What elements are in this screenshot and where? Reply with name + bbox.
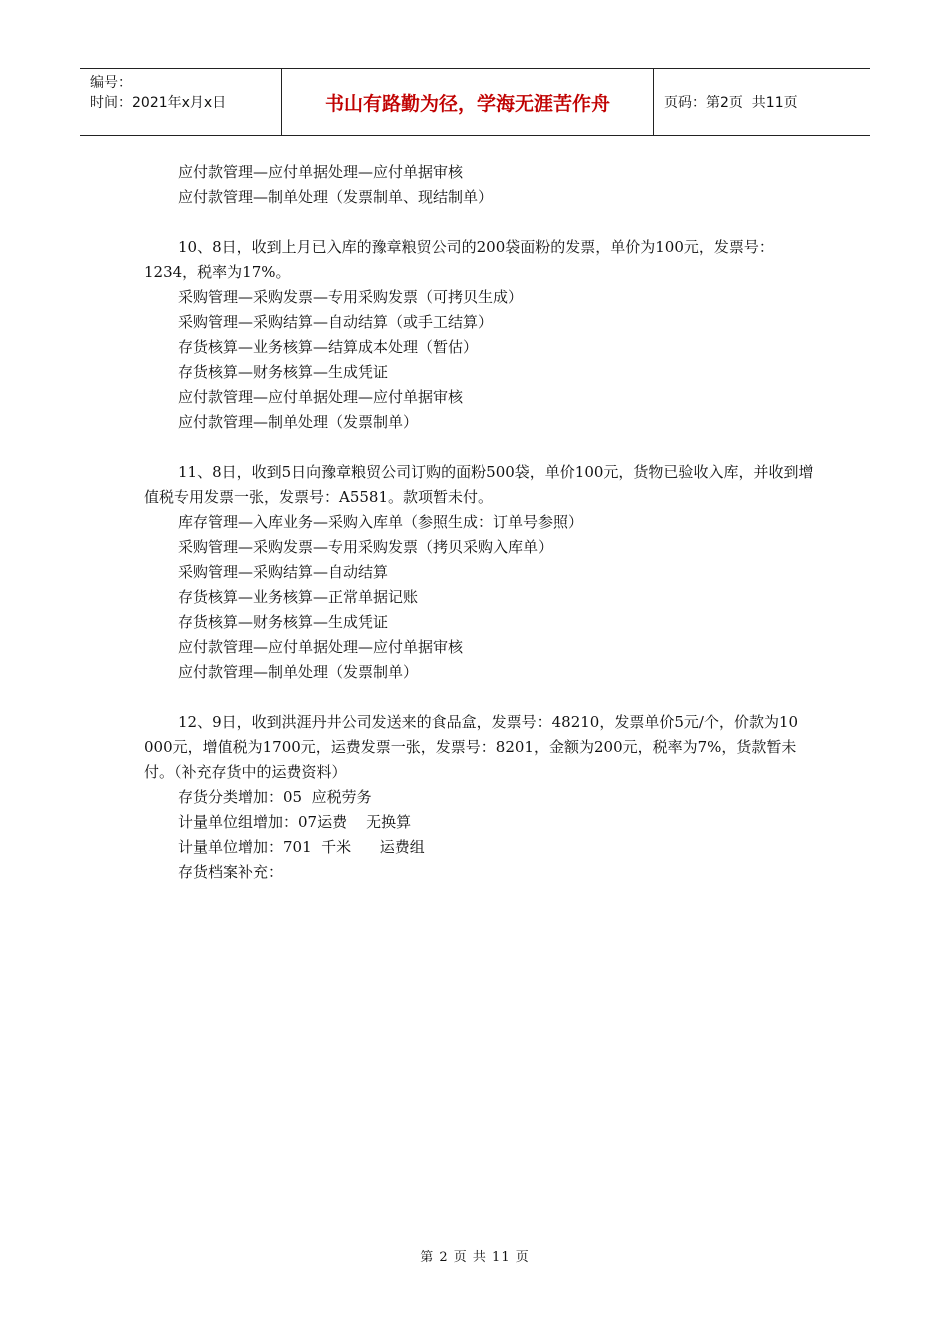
step-line: 采购管理—采购结算—自动结算（或手工结算） [178, 313, 494, 331]
page-header [80, 68, 870, 136]
step-line: 存货分类增加：05 应税劳务 [178, 788, 372, 806]
motto-text: 书山有路勤为径，学海无涯苦作舟 [324, 92, 610, 115]
step-line: 应付款管理—应付单据处理—应付单据审核 [178, 388, 464, 406]
item-paragraph: 10、8日，收到上月已入库的豫章粮贸公司的200袋面粉的发票，单价为100元，发票号：1234，税率为17%。 [144, 238, 774, 281]
step-line: 存货核算—业务核算—正常单据记账 [178, 588, 419, 606]
footer-page-number: 第 2 页 共 11 页 [420, 1250, 530, 1265]
intro-line: 应付款管理—制单处理（发票制单、现结制单） [178, 188, 494, 206]
item-paragraph: 12、9日，收到洪涯丹井公司发送来的食品盒，发票号：48210，发票单价5元/个，价款为10 000元，增值税为1700元，运费发票一张，发票号：8201，金额为200元，税率为7%，货款暂未付。（补充存货中的运费资料） [144, 713, 799, 781]
document-body [144, 160, 816, 885]
item-11 [144, 460, 816, 685]
step-line: 库存管理—入库业务—采购入库单（参照生成：订单号参照） [178, 513, 584, 531]
document-time-label: 时间：2021年x月x日 [90, 95, 227, 111]
step-line: 存货核算—财务核算—生成凭证 [178, 613, 389, 631]
step-line: 存货核算—业务核算—结算成本处理（暂估） [178, 338, 479, 356]
step-line: 计量单位组增加：07运费 无换算 [178, 813, 412, 831]
step-line: 应付款管理—制单处理（发票制单） [178, 413, 419, 431]
step-line: 采购管理—采购结算—自动结算 [178, 563, 389, 581]
page-info-text: 页码：第2页 共11页 [664, 95, 798, 111]
header-page-info [654, 69, 870, 135]
step-line: 应付款管理—应付单据处理—应付单据审核 [178, 638, 464, 656]
step-line: 存货核算—财务核算—生成凭证 [178, 363, 389, 381]
step-line: 应付款管理—制单处理（发票制单） [178, 663, 419, 681]
intro-line: 应付款管理—应付单据处理—应付单据审核 [178, 163, 464, 181]
step-line: 采购管理—采购发票—专用采购发票（可拷贝生成） [178, 288, 524, 306]
item-paragraph: 11、8日，收到5日向豫章粮贸公司订购的面粉500袋，单价100元，货物已验收入库，并收到增值税专用发票一张，发票号：A5581。款项暂未付。 [144, 463, 814, 506]
header-motto [282, 69, 654, 135]
item-12 [144, 710, 816, 885]
page-footer [0, 1246, 950, 1265]
step-line: 采购管理—采购发票—专用采购发票（拷贝采购入库单） [178, 538, 554, 556]
item-10 [144, 235, 816, 435]
step-line: 存货档案补充： [178, 863, 284, 881]
document-number-label: 编号： [90, 75, 132, 91]
header-meta [80, 69, 282, 135]
step-line: 计量单位增加：701 千米 运费组 [178, 838, 425, 856]
